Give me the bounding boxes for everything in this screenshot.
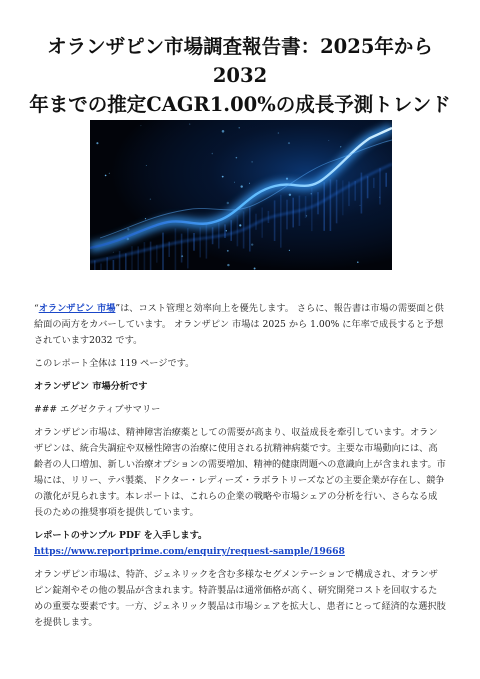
sample-url-link[interactable]: https://www.reportprime.com/enquiry/request-sample/19668 xyxy=(34,546,345,557)
decor-bar xyxy=(181,234,183,263)
decor-dot xyxy=(311,193,312,194)
decor-dot xyxy=(249,183,250,184)
document-title xyxy=(24,32,456,119)
market-link[interactable]: オランザピン 市場 xyxy=(38,303,116,314)
decor-bar xyxy=(261,208,263,238)
intro-paragraph xyxy=(34,301,446,349)
decor-bar xyxy=(237,215,239,246)
decor-dot xyxy=(360,205,361,206)
decor-bar xyxy=(385,173,387,187)
decor-dot xyxy=(234,182,235,183)
decor-bar xyxy=(230,220,232,241)
decor-dot xyxy=(251,243,253,245)
decor-bar xyxy=(212,227,214,244)
exec-summary-heading: ### エグゼクティブサマリー xyxy=(34,404,161,415)
decor-bar xyxy=(336,180,338,224)
decor-dot xyxy=(189,124,190,125)
decor-dot xyxy=(109,173,110,174)
decor-dot xyxy=(146,165,147,166)
decor-bar xyxy=(224,224,226,238)
decor-dot xyxy=(222,130,225,133)
decor-dot xyxy=(357,261,358,262)
decor-dot xyxy=(286,178,288,180)
decor-dot xyxy=(145,218,146,219)
decor-bar xyxy=(255,214,257,230)
title-line-2: 年までの推定CAGR1.00%の成長予測トレンド xyxy=(29,93,451,116)
title-line-1: オランザピン市場調査報告書：2025年から2032 xyxy=(47,35,433,87)
decor-dot xyxy=(227,264,229,266)
decor-bar xyxy=(268,211,270,223)
decor-dot xyxy=(306,215,307,216)
decor-bar xyxy=(330,179,332,231)
decor-dot xyxy=(278,132,280,134)
sample-label: レポートのサンプル PDF を入手します。 xyxy=(34,530,208,541)
decor-dot xyxy=(222,176,224,178)
decor-dot xyxy=(140,125,141,126)
decor-dot xyxy=(127,228,129,230)
page-count: このレポート全体は 119 ページです。 xyxy=(34,358,195,369)
decor-bar xyxy=(280,195,282,248)
decor-bar xyxy=(354,181,356,201)
decor-dot xyxy=(241,185,243,187)
decor-dot xyxy=(239,224,241,226)
decor-dot xyxy=(150,199,151,200)
decor-bar xyxy=(144,242,146,270)
decor-dot xyxy=(226,230,227,231)
intro-text: ”は、コスト管理と効率向上を優先します。 さらに、報告書は市場の需要面と供給面の両方をカバーしています。 オランザピン 市場は 2025 から 1.00% に年率で成長すると予想されています2032 です。 xyxy=(34,303,444,346)
decor-dot xyxy=(289,250,290,251)
open-quote: “ xyxy=(34,303,39,314)
paragraph-market-overview: オランザピン市場は、精神障害治療薬としての需要が高まり、収益成長を牽引しています。オランザピンは、統合失調症や双極性障害の治療に使用される抗精神病薬です。主要な市場動向には、高齢者の人口増加、新しい治療オプションの需要増加、精神的健康問題への意識向上が含まれます。市場には、リリー、テバ製薬、ドクター・レディーズ・ラボラトリーズなどの主要企業が存在し、競争の激化が見られます。本レポートは、これらの企業の戦略や市場シェアの分析を行い、さらなる成長のための推奨事項を提供しています。 xyxy=(34,427,446,518)
decor-dot xyxy=(251,161,252,162)
decor-bar xyxy=(367,176,369,198)
decor-dot xyxy=(288,142,290,144)
decor-bar xyxy=(193,233,195,251)
decor-dot xyxy=(328,140,329,141)
decor-bar xyxy=(175,228,177,270)
decor-bar xyxy=(162,233,164,270)
sample-request xyxy=(34,528,446,560)
decor-bar xyxy=(342,180,344,215)
growth-chart-illustration xyxy=(90,120,392,270)
analysis-heading: オランザピン 市場分析です xyxy=(34,381,148,392)
decor-bar xyxy=(323,182,325,231)
decor-bar xyxy=(113,260,115,270)
decor-dot xyxy=(96,142,98,144)
decor-dot xyxy=(113,252,114,253)
decor-bar xyxy=(187,228,189,268)
decor-dot xyxy=(181,255,183,257)
decor-bar xyxy=(379,168,381,204)
decor-bar xyxy=(274,200,276,241)
decor-bar xyxy=(150,242,152,270)
decor-dot xyxy=(379,197,380,198)
decor-bar xyxy=(119,251,121,270)
decor-dot xyxy=(254,268,256,270)
decor-dot xyxy=(227,250,229,252)
decor-bar xyxy=(137,246,139,270)
document-body xyxy=(34,301,446,638)
decor-bar xyxy=(131,246,133,270)
decor-bar xyxy=(100,264,102,271)
decor-bar xyxy=(206,224,208,259)
decor-bar xyxy=(305,196,307,218)
hero-growth-image xyxy=(90,120,392,270)
decor-dot xyxy=(105,175,107,177)
decor-dot xyxy=(227,202,229,204)
decor-dot xyxy=(340,146,341,147)
decor-bar xyxy=(373,178,375,188)
decor-dot xyxy=(212,153,214,155)
decor-bar xyxy=(199,227,201,257)
decor-bar xyxy=(125,253,127,270)
decor-dot xyxy=(239,127,240,128)
paragraph-segmentation: オランザピン市場は、特許、ジェネリックを含む多様なセグメンテーションで構成され、オランザピン錠剤やその他の製品が含まれます。特許製品は通常価格が高く、研究開発コストを回収するための重要な要素です。一方、ジェネリック製品は市場シェアを拡大し、患者にとって経済的な選択肢を提供します。 xyxy=(34,569,446,628)
decor-dot xyxy=(289,194,291,196)
decor-bar xyxy=(249,207,251,251)
decor-dot xyxy=(236,157,238,159)
decor-bar xyxy=(286,200,288,230)
